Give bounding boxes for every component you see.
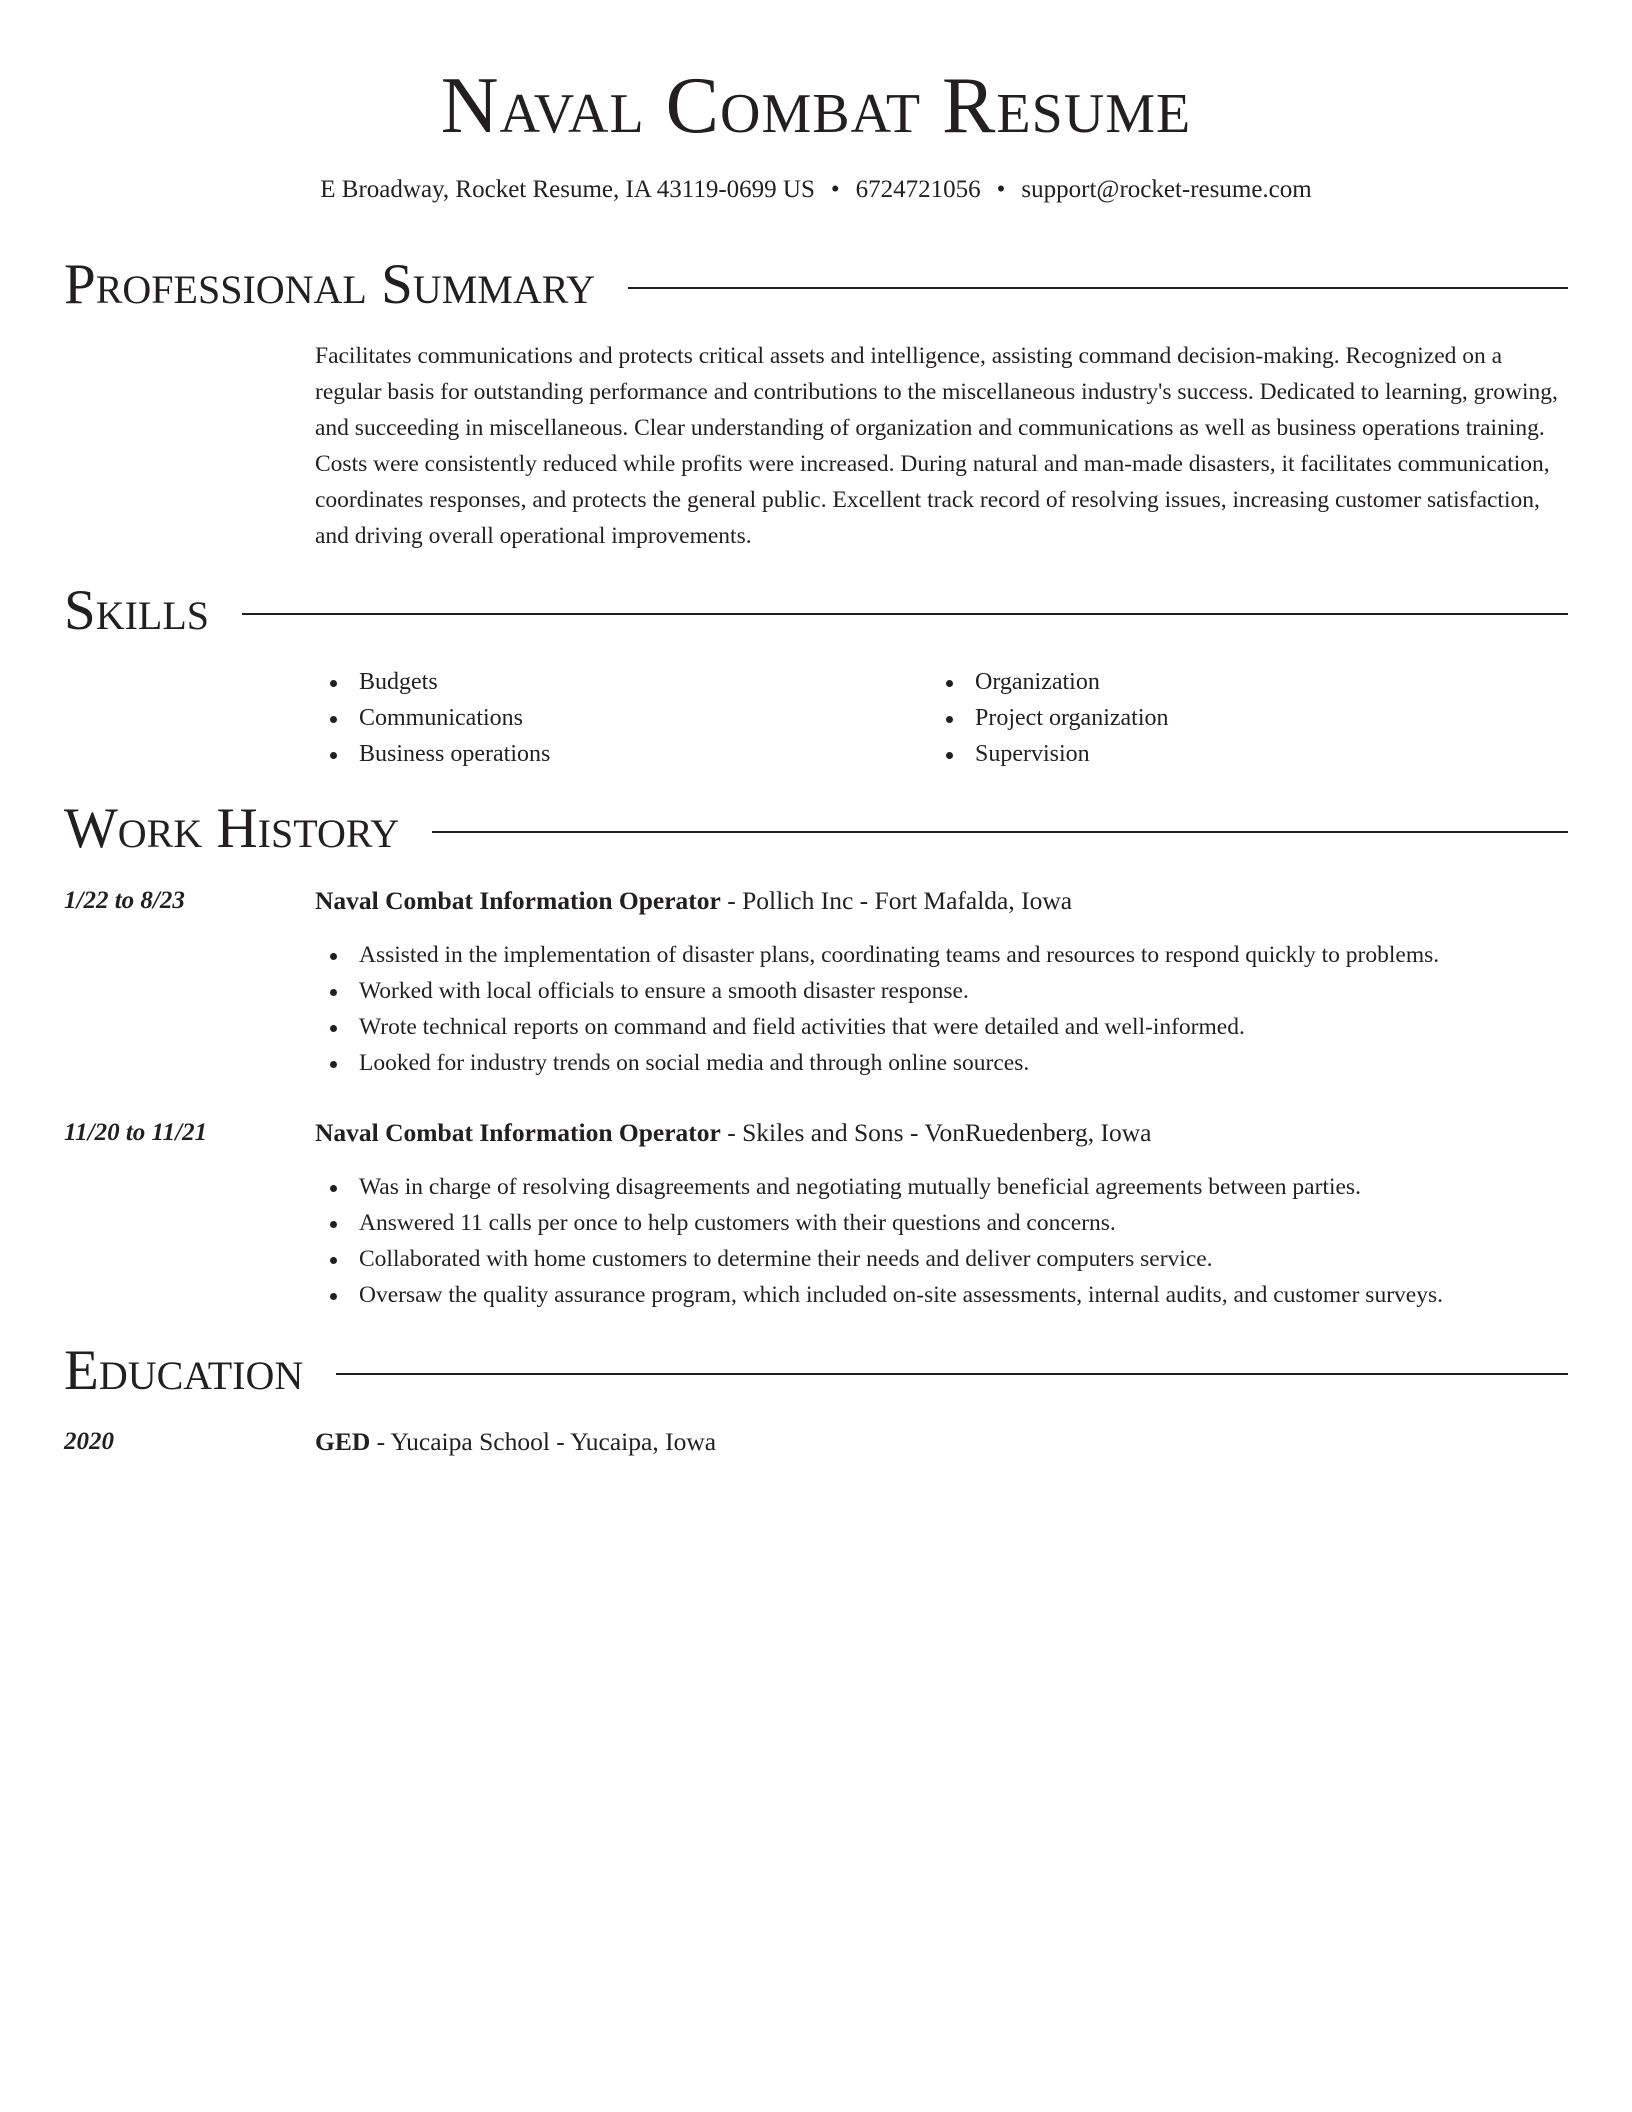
skills-list-left [315, 664, 550, 772]
job-bullet: Answered 11 calls per once to help customers with their questions and concerns. [315, 1205, 1443, 1241]
job-bullet-list [315, 937, 1439, 1081]
email: support@rocket-resume.com [1021, 176, 1312, 203]
section-title-summary: Professional Summary [64, 253, 596, 316]
job-bullet: Worked with local officials to ensure a smooth disaster response. [315, 973, 1439, 1009]
skill-item: Communications [315, 700, 550, 736]
job-employer: - Pollich Inc - Fort Mafalda, Iowa [720, 886, 1073, 915]
job-bullet-list [315, 1169, 1443, 1313]
job-heading [315, 1115, 1151, 1151]
job-heading [315, 883, 1072, 919]
job-bullet: Collaborated with home customers to determine their needs and deliver computers service. [315, 1241, 1443, 1277]
job-dates: 11/20 to 11/21 [64, 1119, 208, 1146]
job-role: Naval Combat Information Operator [315, 1118, 721, 1147]
section-divider [628, 287, 1568, 289]
education-degree: GED [315, 1427, 371, 1456]
education-heading [315, 1424, 716, 1460]
section-divider [242, 613, 1568, 615]
skill-item: Project organization [931, 700, 1169, 736]
resume-title: Naval Combat Resume [440, 62, 1192, 150]
section-title-work: Work History [64, 797, 400, 860]
skill-item: Supervision [931, 736, 1169, 772]
contact-line [0, 172, 1632, 208]
job-bullet: Looked for industry trends on social media and through online sources. [315, 1045, 1439, 1081]
section-title-skills: Skills [64, 579, 210, 642]
education-school: - Yucaipa School - Yucaipa, Iowa [370, 1427, 717, 1456]
education-year: 2020 [64, 1428, 114, 1455]
skills-list-right [931, 664, 1169, 772]
separator-dot: • [830, 176, 840, 203]
section-divider [336, 1373, 1568, 1375]
summary-text: Facilitates communications and protects critical assets and intelligence, assisting command decision-making. Recognized on a regular basis for outstanding performance and contributions to the miscellaneous industry's success. Dedicated to learning, growing, and succeeding in miscellaneous. Clear understanding of organization and communications as well as business operations training. Costs were consistently reduced while profits were increased. During natural and man-made disasters, it facilitates communication, coordinates responses, and protects the general public. Excellent track record of resolving issues, increasing customer satisfaction, and driving overall operational improvements. [315, 343, 1558, 549]
phone: 6724721056 [855, 176, 981, 203]
section-divider [432, 831, 1568, 833]
skills-section-header [64, 576, 1568, 646]
job-bullet: Wrote technical reports on command and field activities that were detailed and well-informed. [315, 1009, 1439, 1045]
section-title-education: Education [64, 1339, 304, 1402]
summary-section-header [64, 250, 1568, 320]
job-bullet: Oversaw the quality assurance program, which included on-site assessments, internal audits, and customer surveys. [315, 1277, 1443, 1313]
job-employer: - Skiles and Sons - VonRuedenberg, Iowa [720, 1118, 1152, 1147]
address: E Broadway, Rocket Resume, IA 43119-0699 US [320, 176, 815, 203]
education-section-header [64, 1336, 1568, 1406]
job-role: Naval Combat Information Operator [315, 886, 721, 915]
skill-item: Budgets [315, 664, 550, 700]
skill-item: Organization [931, 664, 1169, 700]
job-bullet: Assisted in the implementation of disaster plans, coordinating teams and resources to respond quickly to problems. [315, 937, 1439, 973]
job-bullet: Was in charge of resolving disagreements and negotiating mutually beneficial agreements between parties. [315, 1169, 1443, 1205]
separator-dot: • [996, 176, 1006, 203]
job-dates: 1/22 to 8/23 [64, 887, 185, 914]
skill-item: Business operations [315, 736, 550, 772]
work-section-header [64, 794, 1568, 864]
